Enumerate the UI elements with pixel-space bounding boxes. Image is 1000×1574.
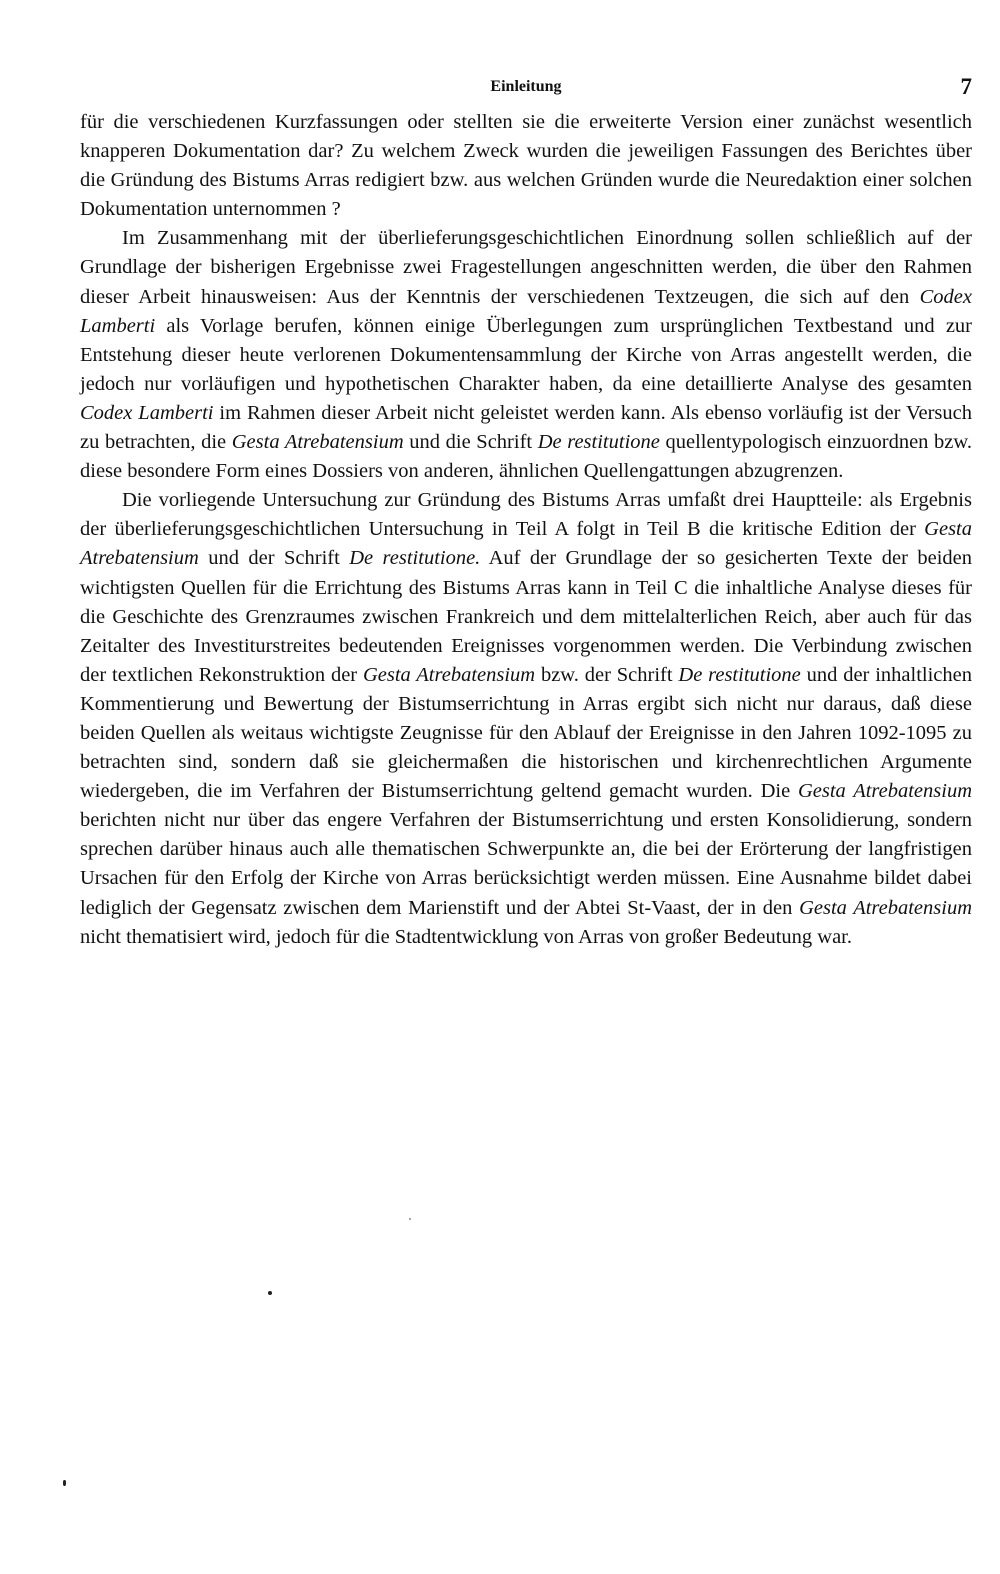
text-run: und der Schrift (198, 547, 350, 570)
scan-speck (63, 1480, 66, 1486)
body-text (80, 108, 972, 952)
text-run: im Rahmen dieser Arbeit nicht geleistet werden kann. Als ebenso vorläufig ist der Versuch zu betrachten, die (80, 401, 972, 454)
text-run: Auf der Grundlage der so gesicherten Texte der beiden wichtigsten Quellen für die Errichtung des Bistums Arras kann in Teil C die inhaltliche Analyse dieses für die Geschichte des Grenzraumes zwischen Frankreich und dem mittelalterlichen Reich, aber auch für das Zeitalter des Investiturstreites bedeutenden Ereignisses vorgenommen werden. Die Verbindung zwischen der textlichen Rekonstruktion der (80, 547, 972, 686)
italic-title: De restitutione (678, 663, 801, 686)
paragraph-3 (80, 486, 972, 952)
italic-title: De restitutione (537, 431, 660, 454)
paragraph-1 (80, 108, 972, 224)
italic-title: De restitutione. (349, 547, 481, 570)
italic-title: Gesta Atrebatensium (362, 663, 536, 686)
text-run: berichten nicht nur über das engere Verfahren der Bistumserrichtung und ersten Konsolidierung, sondern sprechen darüber hinaus auch alle thematischen Schwerpunkte an, die bei der Erörterung der langfristigen Ursachen für den Erfolg der Kirche von Arras berücksichtigt werden müssen. Eine Ausnahme bildet dabei lediglich der Gegensatz zwischen dem Marienstift und der Abtei St-Vaast, der in den (80, 809, 972, 919)
italic-title: Codex Lamberti (80, 285, 972, 337)
text-run: und die Schrift (403, 431, 538, 454)
italic-title: Codex Lamberti (80, 401, 214, 424)
italic-title: Gesta Atrebatensium (80, 518, 972, 570)
text-run: Im Zusammenhang mit der überlieferungsgeschichtlichen Einordnung sollen schließlich auf der Grundlage der bisherigen Ergebnisse zwei Fragestellungen angeschnitten werden, die über den Rahmen dieser Arbeit hinausweisen: Aus der Kenntnis der verschiedenen Textzeugen, die sich auf den (80, 227, 972, 308)
paragraph-2 (80, 224, 972, 486)
text-run: bzw. der Schrift (535, 663, 679, 686)
text-run: als Vorlage berufen, können einige Überlegungen zum ursprünglichen Textbestand und zur Entstehung dieser heute verlorenen Dokumentensammlung der Kirche von Arras angestellt werden, die jedoch nur vorläufigen und hypothetischen Charakter haben, da eine detaillierte Analyse des gesamten (80, 314, 972, 395)
scan-speck (268, 1291, 272, 1295)
text-run: für die verschiedenen Kurzfassungen oder stellten sie die erweiterte Version einer zunächst wesentlich knapperen Dokumentation dar? Zu welchem Zweck wurden die jeweiligen Fassungen des Berichtes über die Gründung des Bistums Arras redigiert bzw. aus welchen Gründen wurde die Neuredaktion einer solchen Dokumentation unternommen ? (80, 111, 972, 221)
page-number: 7 (960, 74, 972, 99)
scan-speck (409, 1218, 411, 1220)
running-head (80, 74, 972, 100)
italic-title: Gesta Atrebatensium (231, 431, 404, 454)
chapter-title: Einleitung (490, 78, 562, 95)
text-run: und der inhaltlichen Kommentierung und Bewertung der Bistumserrichtung in Arras ergibt sich nicht nur daraus, daß diese beiden Quellen als weitaus wichtigste Zeugnisse für den Ablauf der Ereignisse in den Jahren 1092-1095 zu betrachten sind, sondern daß sie gleichermaßen die historischen und kirchenrechtlichen Argumente wiedergeben, die im Verfahren der Bistumserrichtung geltend gemacht wurden. Die (80, 663, 973, 803)
italic-title: Gesta Atrebatensium (799, 896, 973, 919)
text-run: nicht thematisiert wird, jedoch für die Stadtentwicklung von Arras von großer Bedeutung war. (80, 925, 852, 948)
text-run: quellentypologisch einzuordnen bzw. diese besondere Form eines Dossiers von anderen, ähnlichen Quellengattungen abzugrenzen. (80, 431, 973, 483)
text-run: Die vorliegende Untersuchung zur Gründung des Bistums Arras umfaßt drei Hauptteile: als Ergebnis der überlieferungsgeschichtlichen Untersuchung in Teil A folgt in Teil B die kritische Edition der (80, 489, 972, 541)
italic-title: Gesta Atrebatensium (797, 780, 973, 803)
